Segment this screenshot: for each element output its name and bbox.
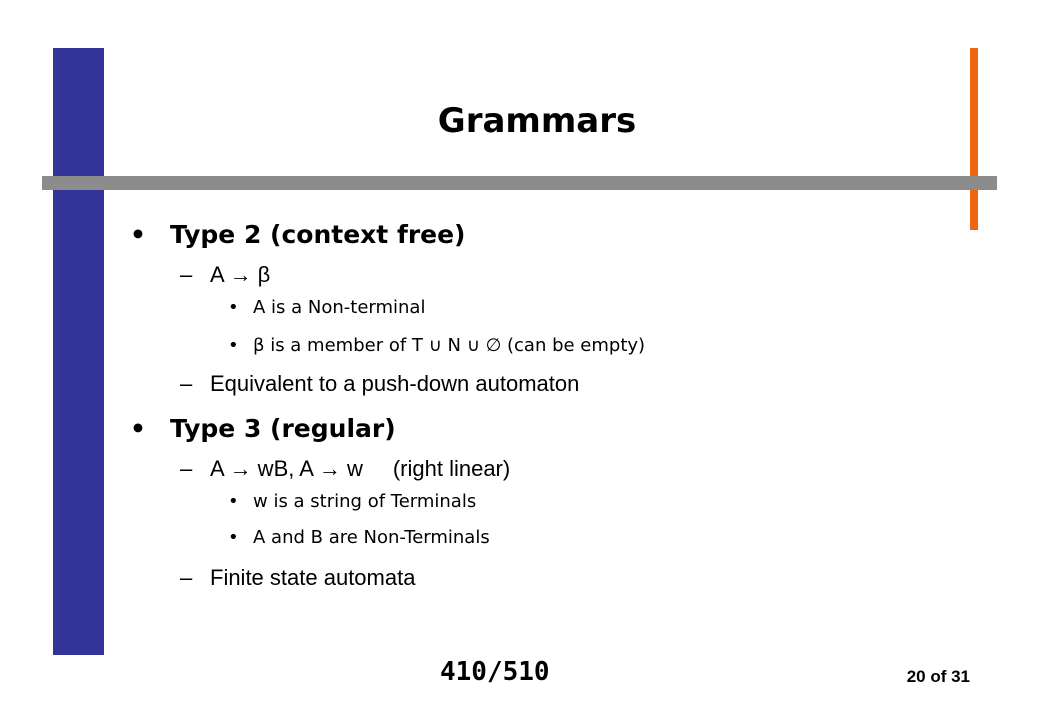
small-bullet-marker: • <box>228 527 239 548</box>
small-bullet-marker: • <box>228 335 239 356</box>
footer-course-number: 410/510 <box>440 657 550 687</box>
dash-marker: – <box>180 456 193 481</box>
detail-text: β is a member of T ∪ N ∪ ∅ (can be empty) <box>253 335 646 356</box>
bullet-text: Type 3 (regular) <box>170 414 396 443</box>
subitem-text: A → β <box>210 262 271 287</box>
bullet-text: Type 2 (context free) <box>170 220 466 249</box>
detail-text: A and B are Non-Terminals <box>253 527 490 548</box>
dash-marker: – <box>180 565 193 590</box>
bullet-marker: • <box>130 220 146 249</box>
subitem-text: Equivalent to a push-down automaton <box>210 371 580 396</box>
subitem-text-group <box>210 455 510 483</box>
left-accent-bar <box>53 48 104 655</box>
small-bullet-marker: • <box>228 297 239 318</box>
title-divider <box>42 176 997 190</box>
bullet-marker: • <box>130 414 146 443</box>
small-bullet-marker: • <box>228 491 239 512</box>
subitem-note: (right linear) <box>392 456 511 481</box>
slide-title: Grammars <box>437 101 637 141</box>
subitem-text: A → wB, A → w <box>210 456 363 481</box>
dash-marker: – <box>180 371 193 396</box>
footer-page-number: 20 of 31 <box>906 667 970 686</box>
detail-text: A is a Non-terminal <box>253 297 426 318</box>
detail-text: w is a string of Terminals <box>253 491 477 512</box>
dash-marker: – <box>180 262 193 287</box>
subitem-text: Finite state automata <box>210 565 416 590</box>
right-accent-bar <box>970 48 978 230</box>
